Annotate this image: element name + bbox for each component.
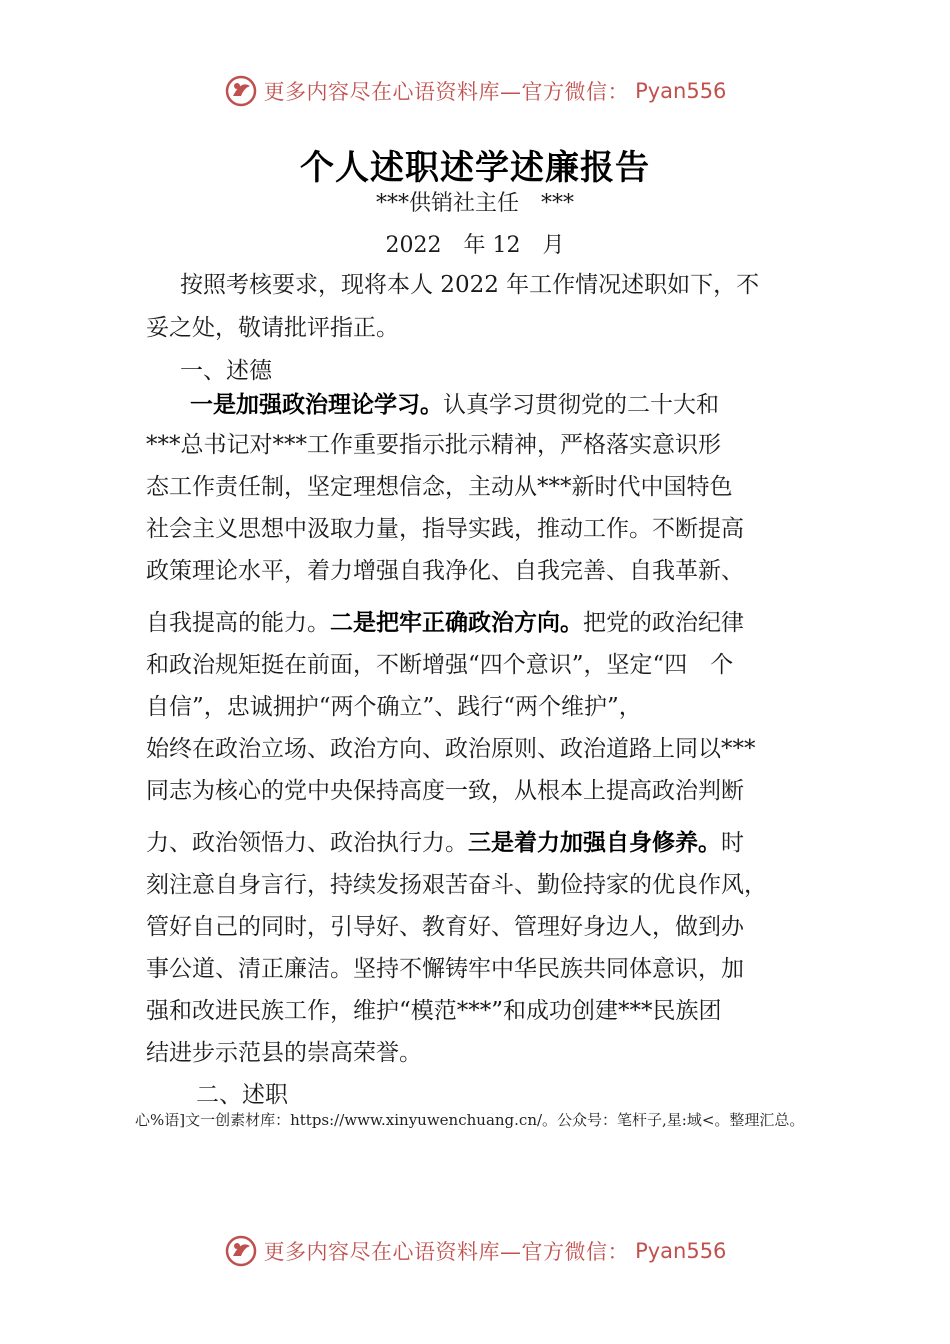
- para-text: 认真学习贯彻党的二十大和: [443, 392, 719, 418]
- banner-text: 更多内容尽在心语资料库—官方微信：: [263, 80, 630, 104]
- para-line: [146, 828, 744, 858]
- para-line: 社会主义思想中汲取力量，指导实践，推动工作。不断提高: [146, 516, 744, 542]
- bottom-banner: [0, 1234, 950, 1268]
- para-text: 力、政治领悟力、政治执行力。: [146, 830, 468, 856]
- para-line: 刻注意自身言行，持续发扬艰苦奋斗、勤俭持家的优良作风，: [146, 872, 767, 898]
- para-text: 时: [721, 830, 744, 856]
- para-text: 把党的政治纪律: [583, 610, 744, 636]
- top-banner: [0, 74, 950, 108]
- para-line: 管好自己的同时，引导好、教育好、管理好身边人，做到办: [146, 914, 744, 940]
- para-line: 自信”，忠诚拥护“两个确立”、践行“两个维护”，: [146, 694, 642, 720]
- para-line: 和政治规矩挺在前面，不断增强“四个意识”，坚定“四 个: [146, 652, 734, 678]
- para-line: ***总书记对***工作重要指示批示精神，严格落实意识形: [146, 432, 721, 458]
- bold-heading-1: 一是加强政治理论学习。: [190, 392, 443, 418]
- intro-line-1: 按照考核要求，现将本人 2022 年工作情况述职如下，不: [180, 272, 760, 298]
- logo-icon: [224, 74, 258, 108]
- author-line: ***供销社主任 ***: [375, 191, 574, 216]
- banner-wechat: Pyan556: [635, 79, 727, 103]
- banner-text: 更多内容尽在心语资料库—官方微信：: [263, 1240, 630, 1264]
- section-heading-2: 二、述职: [196, 1082, 288, 1108]
- date-line: 2022 年 12 月: [385, 233, 565, 258]
- footnote: 心%语]文一创素材库：https://www.xinyuwenchuang.cn/。公众号：笔杆子,星:域<。整理汇总。: [135, 1111, 805, 1129]
- bold-heading-3: 三是着力加强自身修养。: [468, 830, 721, 856]
- bold-heading-2: 二是把牢正确政治方向。: [330, 610, 583, 636]
- para-line: 始终在政治立场、政治方向、政治原则、政治道路上同以***: [146, 736, 756, 762]
- para-text: 自我提高的能力。: [146, 610, 330, 636]
- para-line: 政策理论水平，着力增强自我净化、自我完善、自我革新、: [146, 558, 744, 584]
- page-title: 个人述职述学述廉报告: [300, 148, 650, 188]
- para-line: 同志为核心的党中央保持高度一致，从根本上提高政治判断: [146, 778, 744, 804]
- para-line: 强和改进民族工作，维护“模范***”和成功创建***民族团: [146, 998, 722, 1024]
- para-line: 态工作责任制，坚定理想信念，主动从***新时代中国特色: [146, 474, 733, 500]
- logo-icon: [224, 1234, 258, 1268]
- para-line: [190, 390, 719, 420]
- para-line: [146, 608, 744, 638]
- para-line: 结进步示范县的崇高荣誉。: [146, 1040, 422, 1066]
- banner-wechat: Pyan556: [635, 1239, 727, 1263]
- section-heading-1: 一、述德: [180, 358, 272, 384]
- para-line: 事公道、清正廉洁。坚持不懈铸牢中华民族共同体意识，加: [146, 956, 744, 982]
- intro-line-2: 妥之处，敬请批评指正。: [146, 315, 399, 341]
